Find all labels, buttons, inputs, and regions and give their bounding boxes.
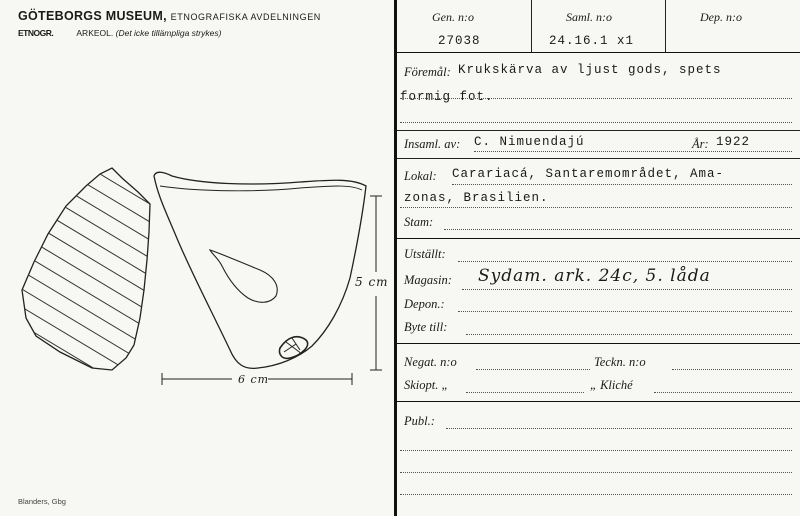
publ-dots-4 xyxy=(400,494,792,495)
rule-3 xyxy=(397,238,800,239)
insaml-dots xyxy=(474,151,792,152)
skiopt-dots xyxy=(466,392,584,393)
foremal-label: Föremål: xyxy=(404,65,451,79)
publ-dots-2 xyxy=(400,450,792,451)
kliche-dots xyxy=(654,392,792,393)
rule-top xyxy=(397,52,800,53)
lokal-line-2: zonas, Brasilien. xyxy=(404,191,549,205)
depon-label: Depon.: xyxy=(404,297,445,311)
saml-no-value: 24.16.1 x1 xyxy=(549,34,635,48)
col-divider-1 xyxy=(531,0,532,52)
rule-5 xyxy=(397,401,800,402)
foremal-dots-2 xyxy=(400,122,792,123)
rule-1 xyxy=(397,130,800,131)
col-divider-2 xyxy=(665,0,666,52)
saml-no-label: Saml. n:o xyxy=(566,10,612,24)
gen-no-value: 27038 xyxy=(438,34,481,48)
struck-category: ETNOGR. xyxy=(18,28,54,38)
ar-value: 1922 xyxy=(716,135,751,149)
stam-dots xyxy=(444,229,792,230)
lokal-label: Lokal: xyxy=(404,169,437,183)
magasin-dots xyxy=(462,289,792,290)
lokal-dots-2 xyxy=(400,207,792,208)
category-note: (Det icke tillämpliga strykes) xyxy=(115,28,222,38)
utstallt-label: Utställt: xyxy=(404,247,446,261)
height-label: 5 cm xyxy=(355,275,389,289)
byte-label: Byte till: xyxy=(404,320,448,334)
museum-name: GÖTEBORGS MUSEUM, xyxy=(18,9,167,23)
cross-section xyxy=(0,96,200,450)
teckn-label: Teckn. n:o xyxy=(594,355,646,369)
insaml-label: Insaml. av: xyxy=(404,137,461,151)
rule-4 xyxy=(397,343,800,344)
lokal-line-1: Carariacá, Santaremområdet, Ama- xyxy=(452,167,725,181)
utstallt-dots xyxy=(458,261,792,262)
gen-no-label: Gen. n:o xyxy=(432,10,474,24)
arkeol-category: ARKEOL. xyxy=(76,28,114,38)
printer-imprint: Blanders, Gbg xyxy=(18,497,66,506)
card-divider xyxy=(394,0,397,516)
teckn-dots xyxy=(672,369,792,370)
negat-dots xyxy=(476,369,590,370)
byte-dots xyxy=(466,334,792,335)
width-label: 6 cm xyxy=(238,373,270,386)
ar-label: År: xyxy=(692,137,709,151)
kliche-label: „ Kliché xyxy=(590,378,633,392)
foremal-line-1: Krukskärva av ljust gods, spets xyxy=(458,63,722,77)
publ-label: Publ.: xyxy=(404,414,435,428)
stam-label: Stam: xyxy=(404,215,434,229)
skiopt-label: Skiopt. „ xyxy=(404,378,449,392)
rule-2 xyxy=(397,158,800,159)
lokal-dots-1 xyxy=(452,184,792,185)
foremal-dots-1 xyxy=(400,98,792,99)
publ-dots-1 xyxy=(446,428,792,429)
department-name: ETNOGRAFISKA AVDELNINGEN xyxy=(170,12,321,22)
depon-dots xyxy=(458,311,792,312)
publ-dots-3 xyxy=(400,472,792,473)
sherd-outline xyxy=(154,172,366,368)
foremal-line-2: formig fot. xyxy=(400,90,494,104)
sherd-drawing xyxy=(0,0,394,516)
dep-no-label: Dep. n:o xyxy=(700,10,742,24)
negat-label: Negat. n:o xyxy=(404,355,457,369)
magasin-value: Sydam. ark. 24c, 5. låda xyxy=(478,266,711,286)
magasin-label: Magasin: xyxy=(404,273,452,287)
insaml-value: C. Nimuendajú xyxy=(474,135,585,149)
